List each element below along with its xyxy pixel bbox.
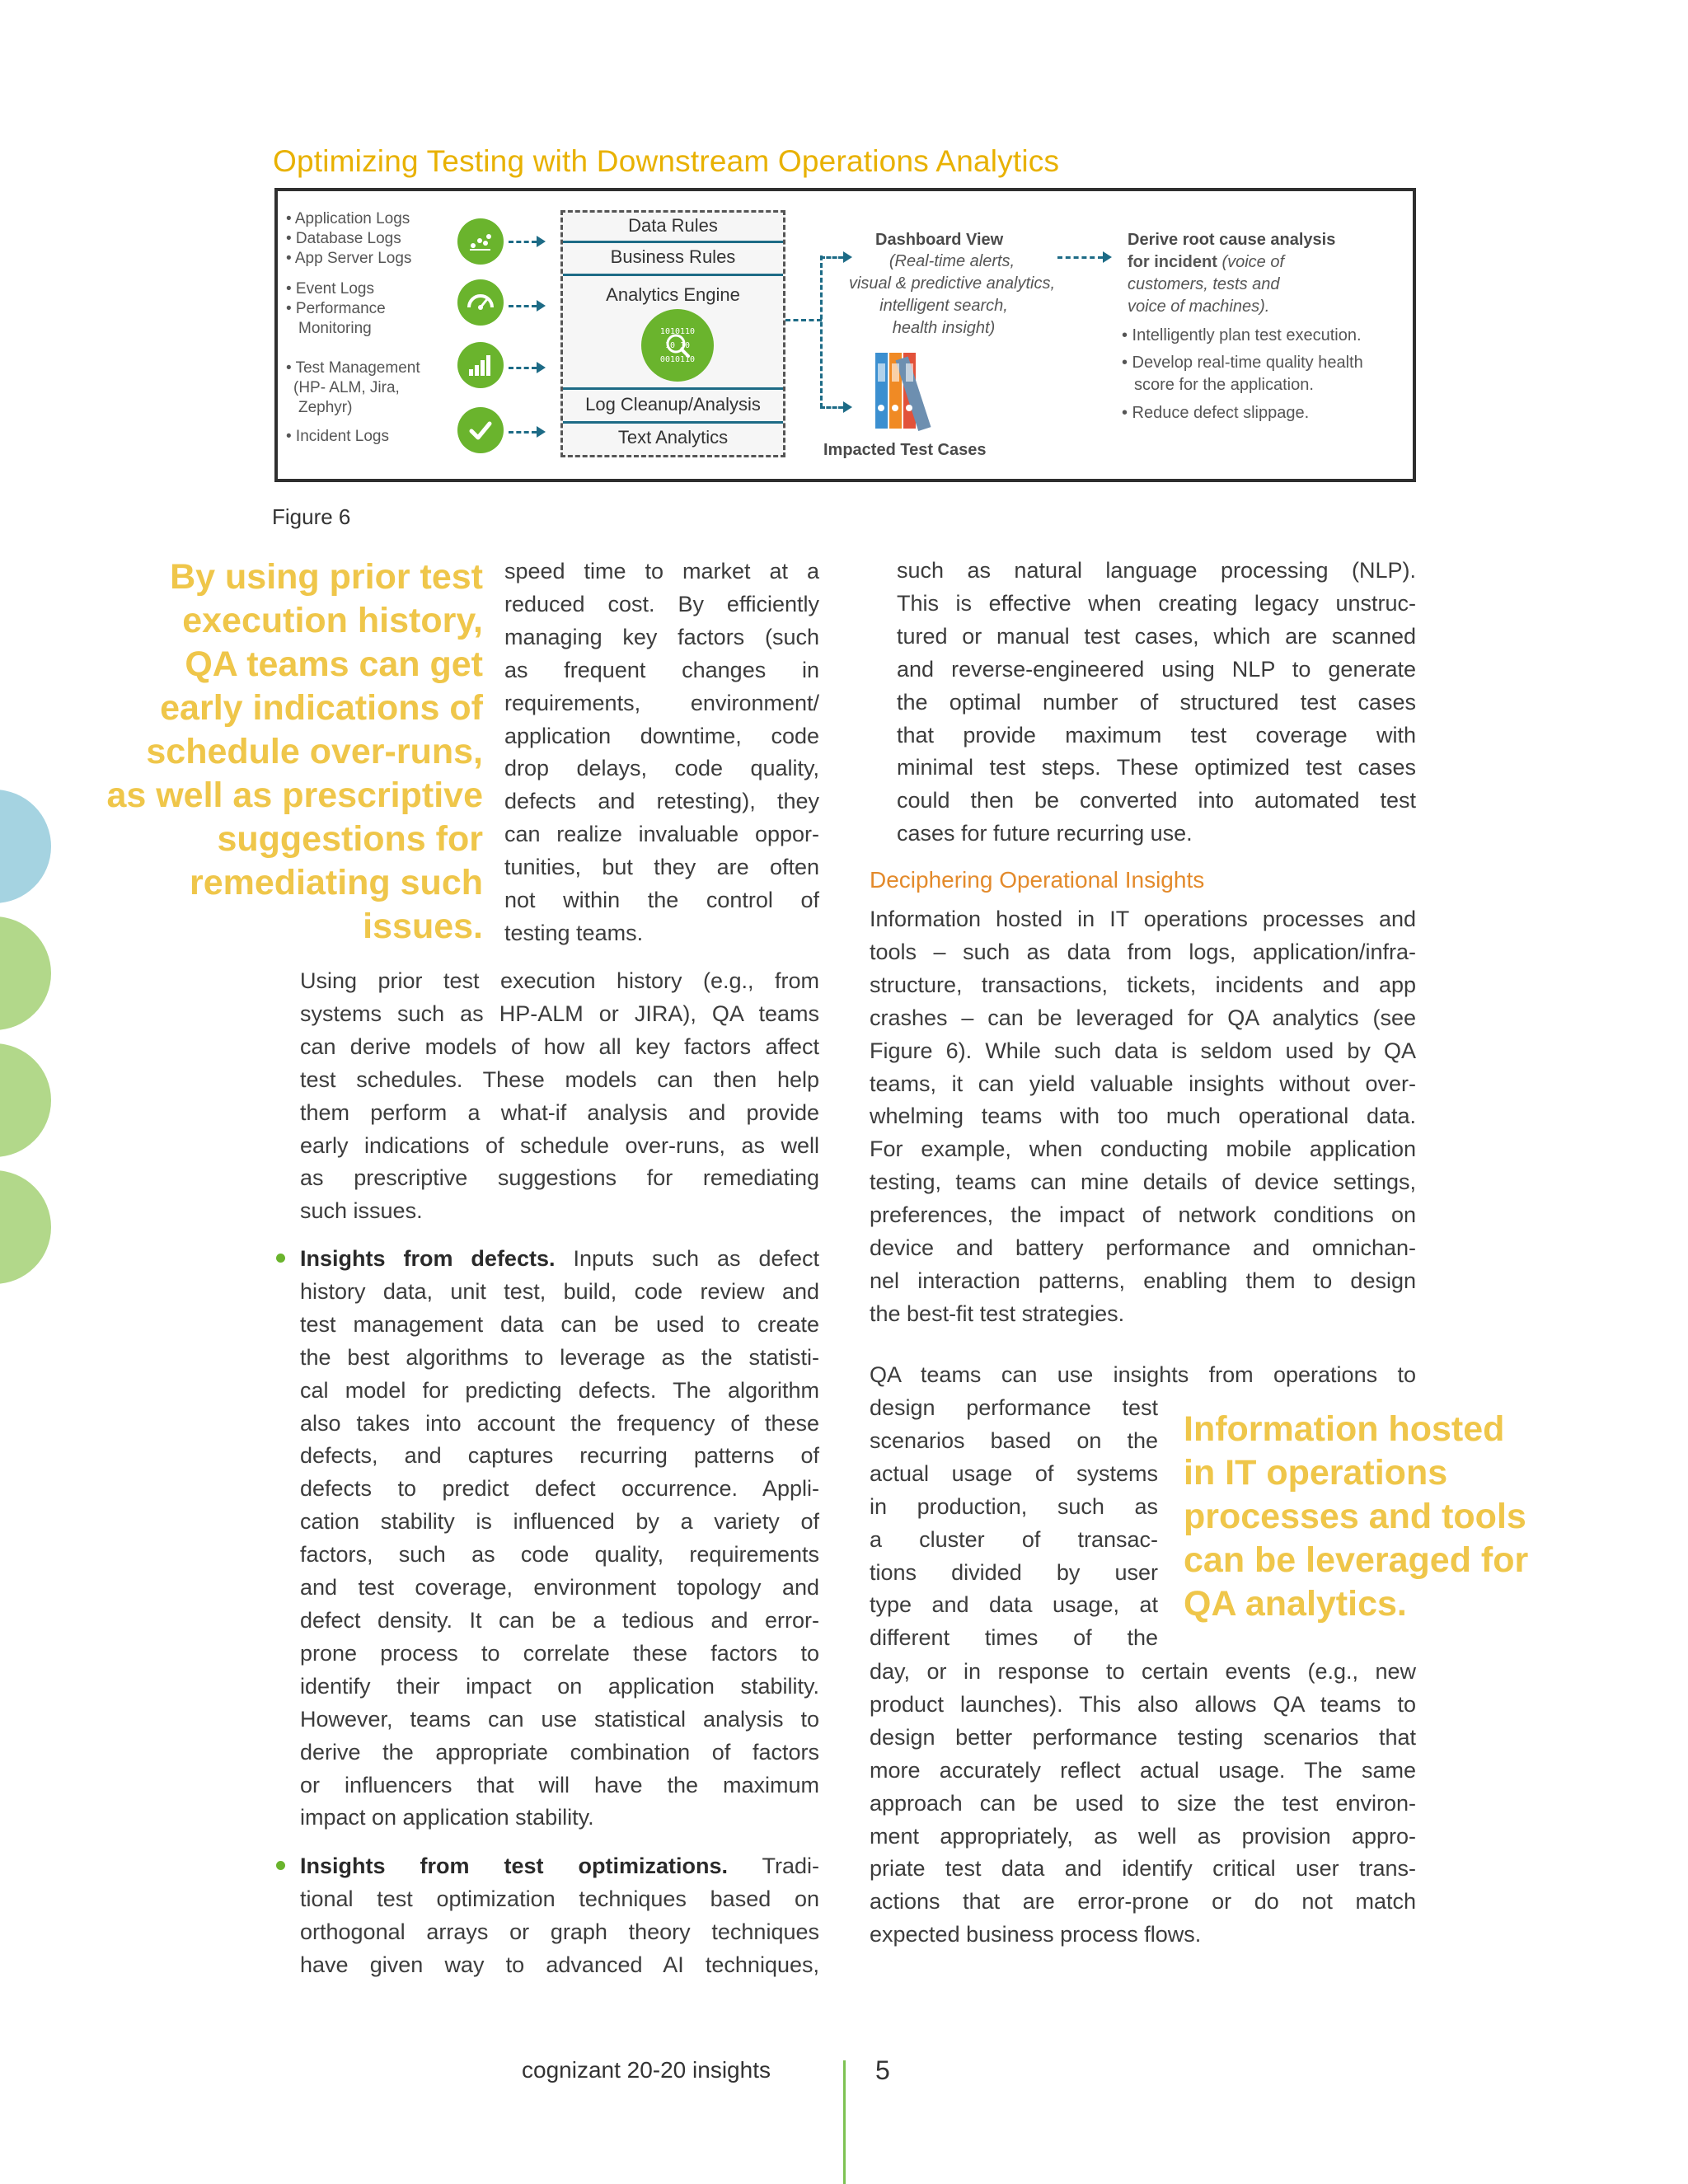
pull-quote-line: schedule over-runs, [146,732,483,771]
text-line: cation stability is influenced by a variety of [300,1509,819,1535]
pull-quote-line: Information hosted [1184,1409,1505,1449]
text-line: testing teams. [504,920,644,945]
impacted-test-cases-label: Impacted Test Cases [823,441,987,459]
text-line: For example, when conducting mobile application [870,1137,1416,1162]
text-line: managing key factors (such [504,624,819,649]
text-line: early indications of schedule over-runs, as well [300,1132,819,1158]
text-line: type and data usage, at [870,1592,1158,1618]
text-line: cases for future recurring use. [897,821,1193,846]
text-line: product launches). This also allows QA teams to [870,1691,1416,1717]
decorative-circle [0,1043,51,1157]
root-cause-bullet: • Intelligently plan test execution. [1122,326,1362,344]
text-line: factors, such as code quality, requirements [300,1542,819,1568]
text-line: and reverse-engineered using NLP to generate [897,656,1416,682]
bullet-title: Insights from test optimizations. [300,1854,728,1878]
text-line: such as natural language processing (NLP). [897,558,1416,583]
bullet-text: Inputs such as defect [555,1246,819,1271]
text-line: different times of the [870,1625,1158,1651]
pull-quote-left [82,555,483,949]
right-column-paragraph-3-rest [870,1656,1416,1952]
text-line: tions divided by user [870,1559,1158,1585]
bullet-insights-from-test-optimizations [300,1850,819,1982]
text-line: tunities, but they are often [504,855,819,880]
text-line: also takes into account the frequency of these [300,1410,819,1436]
text-line: drop delays, code quality, [504,756,819,781]
pull-quote-line: execution history, [182,601,483,640]
engine-divider [563,387,783,390]
text-line: can realize invaluable oppor- [504,822,819,847]
decorative-circle [0,916,51,1030]
right-column-paragraph-3-first-line: QA teams can use insights from operations to [870,1362,1416,1387]
text-line: preferences, the impact of network conditions on [870,1202,1416,1228]
text-line: testing, teams can mine details of device settings, [870,1169,1416,1195]
svg-text:1010110: 1010110 [659,327,696,336]
text-line: cal model for predicting defects. The algorithm [300,1377,819,1403]
test-case-binders-icon [872,349,959,431]
text-line: structure, transactions, tickets, incidents and app [870,972,1416,997]
source-database-logs: • Database Logs [286,230,401,247]
decorative-circle [0,790,51,903]
text-line: tured or manual test cases, which are scanned [897,623,1416,649]
pull-quote-line: early indications of [160,688,483,728]
left-column-paragraph-1 [504,555,819,950]
root-cause-title: Derive root cause analysis [1128,231,1336,249]
right-column-paragraph-3-narrow [870,1392,1158,1655]
text-line: expected business process flows. [870,1922,1202,1947]
text-line: whelming teams with too much operational data. [870,1104,1416,1129]
text-line: the optimal number of structured test cases [897,689,1416,715]
text-line: orthogonal arrays or graph theory techniques [300,1919,819,1944]
engine-divider [563,421,783,424]
pull-quote-line: in IT operations [1184,1453,1448,1493]
scatter-plot-icon [457,218,504,265]
text-line: device and battery performance and omnichan- [870,1235,1416,1261]
source-performance: • Performance [286,300,386,317]
flow-arrow [509,305,537,307]
text-line: defects to predict defect occurrence. Appli- [300,1476,819,1502]
engine-divider [563,241,783,243]
source-application-logs: • Application Logs [286,210,410,227]
text-line: test management data can be used to create [300,1311,819,1337]
root-cause-bullet: • Develop real-time quality health [1122,354,1363,372]
text-line: such issues. [300,1198,423,1224]
text-line: Information hosted in IT operations processes and [870,907,1416,931]
pull-quote-line: By using prior test [170,557,483,597]
text-line: defects and retesting), they [504,789,819,814]
dashboard-detail-line: health insight) [892,319,996,337]
dashboard-detail-line: visual & predictive analytics, [848,274,1056,293]
text-line: or influencers that will have the maximum [300,1772,819,1797]
text-line [300,1850,819,1883]
dashboard-detail-line: intelligent search, [879,297,1008,315]
text-line: in production, such as [870,1493,1158,1519]
source-zephyr: Zephyr) [298,399,353,416]
svg-text:10 10: 10 10 [664,341,691,350]
binary-search-icon [641,309,714,382]
arrowhead-icon [537,300,546,312]
gauge-icon [457,279,504,326]
text-line: prone process to correlate these factors to [300,1640,819,1666]
text-line: have given way to advanced AI techniques, [300,1952,819,1977]
text-line: Figure 6). While such data is seldom used by QA [870,1038,1416,1063]
source-test-management-tools: (HP- ALM, Jira, [293,379,400,396]
text-line: test schedules. These models can then help [300,1066,819,1092]
text-line: more accurately reflect actual usage. The same [870,1757,1416,1783]
text-line: as prescriptive suggestions for remediating [300,1165,819,1191]
text-line: actual usage of systems [870,1460,1158,1486]
flow-arrow [820,406,843,409]
text-line: that provide maximum test coverage with [897,722,1416,748]
source-incident-logs: • Incident Logs [286,428,389,445]
connector-line [785,319,822,321]
text-line: crashes – can be leveraged for QA analytics (see [870,1005,1416,1030]
footer-divider [843,2060,846,2184]
text-line: a cluster of transac- [870,1526,1158,1552]
text-line: scenarios based on the [870,1427,1158,1453]
pull-quote-line: QA analytics. [1184,1584,1407,1624]
figure-title: Optimizing Testing with Downstream Operations Analytics [273,144,1060,178]
root-cause-bullet: • Reduce defect slippage. [1122,404,1310,422]
right-column-paragraph-1 [897,555,1416,851]
decorative-circle [0,1170,51,1284]
root-cause-bullet: score for the application. [1134,376,1314,394]
dashboard-view-title: Dashboard View [875,231,1004,249]
root-cause-title-line2 [1128,251,1284,274]
text-line: nel interaction patterns, enabling them to design [870,1268,1416,1293]
flow-arrow [509,431,537,434]
arrowhead-icon [537,236,546,247]
pull-quote-line: issues. [363,907,483,946]
footer-brand: cognizant 20-20 insights [522,2057,771,2083]
text-line: teams, it can yield valuable insights without over- [870,1071,1416,1096]
text-line: tools – such as data from logs, application/infra- [870,939,1416,964]
checkmark-icon [457,407,504,453]
text-line: defects, and captures recurring patterns of [300,1443,819,1469]
text-line: as frequent changes in [504,657,819,682]
connector-line [820,255,823,408]
pull-quote-line: remediating such [189,863,483,902]
text-line: requirements, environment/ [504,690,819,715]
text-line: minimal test steps. These optimized test cases [897,755,1416,780]
left-column-paragraph-2 [300,965,819,1228]
arrowhead-icon [537,426,546,438]
text-line: tional test optimization techniques based on [300,1886,819,1911]
root-cause-voice-line: voice of machines). [1128,298,1270,316]
arrowhead-icon [843,401,852,413]
text-line: derive the appropriate combination of factors [300,1739,819,1765]
text-line: and test coverage, environment topology and [300,1575,819,1601]
section-heading: Deciphering Operational Insights [870,867,1205,893]
text-line: could then be converted into automated test [897,788,1416,813]
text-line: This is effective when creating legacy unstruc- [897,590,1416,616]
dashboard-detail-line: (Real-time alerts, [889,252,1015,270]
source-app-server-logs: • App Server Logs [286,250,412,267]
pull-quote-right [1184,1408,1571,1626]
right-column-paragraph-2 [870,903,1416,1331]
analytics-engine-box [560,210,785,457]
business-rules-label: Business Rules [610,246,736,267]
pull-quote-line: can be leveraged for [1184,1540,1529,1580]
bullet-insights-from-defects [300,1243,819,1835]
bullet-icon [276,1254,285,1263]
flow-arrow [1057,256,1103,259]
engine-divider [563,274,783,276]
root-cause-voice-line: customers, tests and [1128,275,1280,293]
text-line: not within the control of [504,888,819,913]
text-line: reduced cost. By efficiently [504,591,819,616]
arrowhead-icon [537,362,546,373]
text-line: priate test data and identify critical user trans- [870,1856,1416,1882]
text-line: identify their impact on application stability. [300,1673,819,1699]
text-line: speed time to market at a [504,559,819,583]
text-line [300,1243,819,1276]
text-line: the best-fit test strategies. [870,1301,1125,1326]
page-number: 5 [875,2055,890,2085]
text-line: can derive models of how all key factors affect [300,1033,819,1059]
text-line: actions that are error-prone or do not match [870,1889,1416,1915]
text-line: approach can be used to size the test environ- [870,1790,1416,1816]
source-event-logs: • Event Logs [286,280,374,298]
text-line: defect density. It can be a tedious and error- [300,1607,819,1633]
root-cause-voice-label: (voice of [1221,253,1285,271]
pull-quote-line: suggestions for [217,819,483,859]
arrowhead-icon [1103,251,1112,263]
pull-quote-line: processes and tools [1184,1497,1526,1536]
text-line: design performance test [870,1395,1158,1420]
bar-chart-icon [457,342,504,388]
text-line: design better performance testing scenarios that [870,1724,1416,1750]
svg-text:0010110: 0010110 [659,355,696,364]
pull-quote-line: QA teams can get [185,644,483,684]
root-cause-incident-label: for incident [1128,253,1217,271]
text-line: However, teams can use statistical analysis to [300,1706,819,1732]
text-line: application downtime, code [504,723,819,748]
bullet-text: Tradi- [727,1854,819,1878]
text-line: history data, unit test, build, code review and [300,1278,819,1304]
log-cleanup-label: Log Cleanup/Analysis [585,394,761,415]
text-line: impact on application stability. [300,1805,594,1830]
data-rules-label: Data Rules [628,215,718,236]
source-monitoring: Monitoring [298,320,372,337]
flow-arrow [509,241,537,243]
text-line: Using prior test execution history (e.g., from [300,968,819,993]
text-line: the best algorithms to leverage as the statisti- [300,1344,819,1370]
text-line: ment appropriately, as well as provision appro- [870,1823,1416,1849]
text-line: systems such as HP-ALM or JIRA), QA teams [300,1001,819,1026]
figure-caption: Figure 6 [272,504,351,529]
source-test-management: • Test Management [286,359,420,377]
bullet-title: Insights from defects. [300,1246,556,1271]
flow-arrow [509,367,537,369]
bullet-icon [276,1861,285,1870]
text-line: them perform a what-if analysis and provide [300,1099,819,1125]
pull-quote-line: as well as prescriptive [106,776,483,815]
text-line: day, or in response to certain events (e.g., new [870,1659,1416,1684]
analytics-engine-label: Analytics Engine [606,284,740,305]
text-analytics-label: Text Analytics [617,427,729,448]
